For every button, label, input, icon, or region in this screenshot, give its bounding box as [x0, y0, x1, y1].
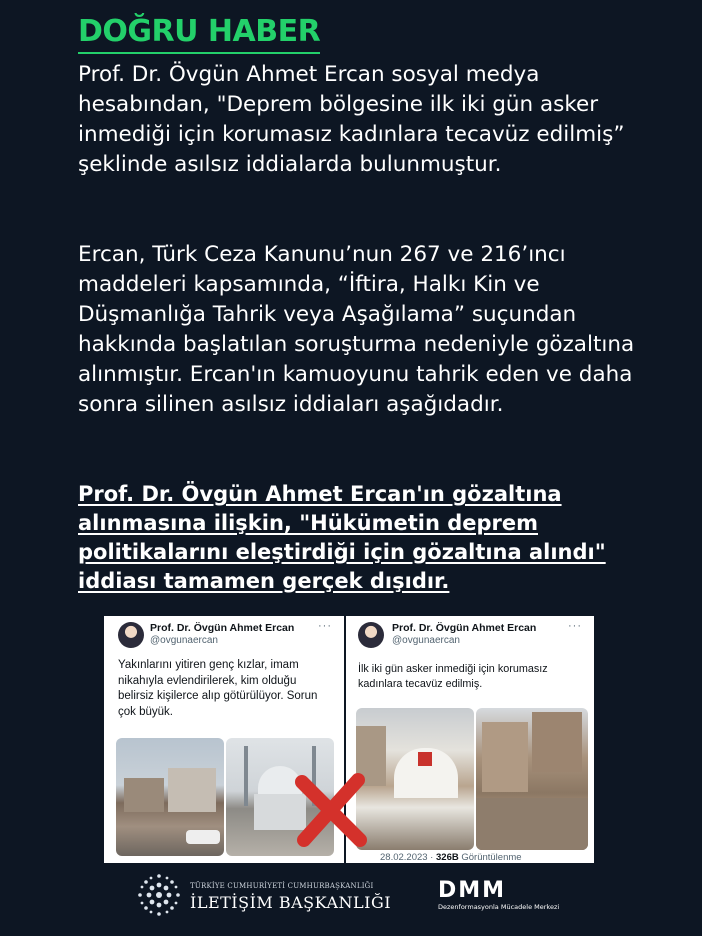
tweet-author-name: Prof. Dr. Övgün Ahmet Ercan	[150, 622, 295, 634]
tweet-meta	[380, 852, 522, 863]
tweet-date: 28.02.2023 ·	[380, 852, 434, 863]
dmm-subtitle: Dezenformasyonla Mücadele Merkezi	[438, 903, 560, 911]
false-claim-statement: Prof. Dr. Övgün Ahmet Ercan'ın gözaltına alınmasına ilişkin, "Hükümetin deprem politikalarını eleştirdiği için gözaltına alındı" iddiası tamamen gerçek dışıdır.	[78, 482, 606, 593]
tweet-view-label: Görüntülenme	[461, 852, 522, 863]
red-cross-icon	[292, 770, 372, 850]
paragraph-claim-summary: Prof. Dr. Övgün Ahmet Ercan sosyal medya hesabından, "Deprem bölgesine ilk iki gün asker inmediği için korumasız kadınlara tecavüz edilmiş” şeklinde asılsız iddialarda bulunmuştur.	[78, 62, 625, 177]
tweet-view-count: 326B	[436, 852, 459, 863]
paragraph-detention-info: Ercan, Türk Ceza Kanunu’nun 267 ve 216’ıncı maddeleri kapsamında, “İftira, Halkı Kin ve Düşmanlığa Tahrik veya Aşağılama” suçundan hakkında başlatılan soruşturma nedeniyle gözaltına alınmıştır. Ercan'ın kamuoyunu tahrik eden ve daha sonra silinen asılsız iddiaları aşağıdadır.	[78, 242, 635, 417]
tweet-author-handle: @ovgunaercan	[150, 635, 218, 646]
org-name-line2: İLETİŞİM BAŞKANLIĞI	[190, 893, 392, 912]
iletisim-emblem-icon	[136, 872, 182, 918]
more-options-icon: ···	[318, 620, 332, 632]
tweet-photo-rubble	[116, 738, 224, 856]
tweet-author-name: Prof. Dr. Övgün Ahmet Ercan	[392, 622, 537, 634]
org-name-line1: TÜRKİYE CUMHURİYETİ CUMHURBAŞKANLIĞI	[190, 882, 374, 890]
tweet-text: Yakınlarını yitiren genç kızlar, imam nikahıyla evlendirilerek, kim olduğu belirsiz kişilerce alıp götürülüyor. Sorun çok büyük.	[118, 659, 318, 718]
tweet-author-handle: @ovgunaercan	[392, 635, 460, 646]
dmm-logo: DMM	[438, 878, 507, 903]
tweet-photo-collapsed-building	[476, 708, 588, 850]
headline: DOĞRU HABER	[78, 14, 320, 54]
tweet-photo-tent	[356, 708, 474, 850]
tweet-text: İlk iki gün asker inmediği için korumasız kadınlara tecavüz edilmiş.	[358, 663, 548, 690]
avatar	[118, 622, 144, 648]
tweet-card-2	[346, 616, 594, 863]
more-options-icon: ···	[568, 620, 582, 632]
avatar	[358, 622, 384, 648]
